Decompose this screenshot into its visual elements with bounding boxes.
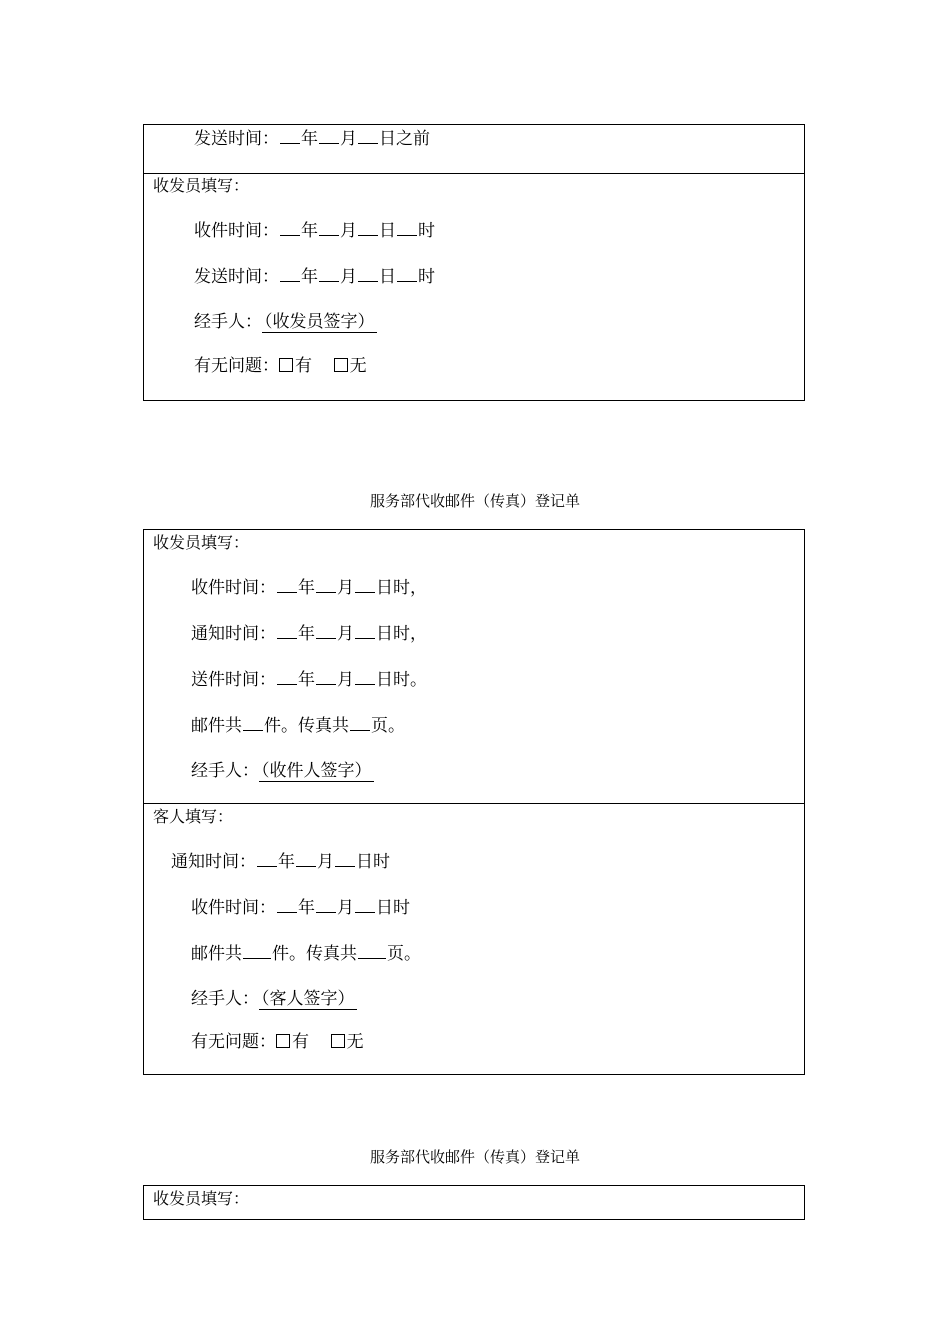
form3-title: 服务部代收邮件（传真）登记单 [369, 1148, 580, 1166]
day-blank[interactable] [355, 896, 375, 913]
guest-section [144, 803, 804, 1075]
send-time-before-line: 发送时间： 年 月 日之前 [194, 129, 430, 149]
hour-blank[interactable] [397, 219, 417, 236]
clerk-header: 收发员填写： [153, 176, 250, 195]
clerk-header: 收发员填写： [153, 533, 250, 552]
receive-time-line: 收件时间： 年 月 日 时 [194, 221, 435, 241]
month-blank[interactable] [319, 219, 339, 236]
mail-count-blank[interactable] [243, 714, 263, 731]
handler-line: 经手人： （收发员签字） [194, 312, 375, 332]
handler-line: 经手人： （收件人签字） [191, 761, 372, 781]
problem-line: 有无问题： 有 无 [191, 1032, 364, 1052]
send-time-line: 发送时间： 年 月 日 时 [194, 267, 435, 287]
year-blank[interactable] [277, 668, 297, 685]
day-blank[interactable] [355, 622, 375, 639]
deliver-time-line: 送件时间： 年 月 日时。 [191, 670, 427, 690]
problem-line: 有无问题： 有 无 [194, 356, 367, 376]
clerk-section [144, 173, 804, 401]
notify-time-line: 通知时间： 年 月 日时， [191, 624, 427, 644]
no-checkbox[interactable] [334, 358, 348, 372]
day-blank[interactable] [335, 850, 355, 867]
guest-notify-time-line: 通知时间： 年 月 日时 [171, 852, 390, 872]
guest-header: 客人填写： [153, 807, 234, 826]
fax-page-blank[interactable] [358, 942, 386, 959]
clerk-section [144, 530, 804, 803]
guest-handler-line: 经手人： （客人签字） [191, 989, 355, 1009]
mail-count-blank[interactable] [243, 942, 271, 959]
receive-time-line: 收件时间： 年 月 日时， [191, 578, 427, 598]
day-blank[interactable] [355, 576, 375, 593]
send-deadline-section [144, 125, 804, 173]
mail-count-line: 邮件共 件。传真共 页。 [191, 716, 405, 736]
yes-checkbox[interactable] [276, 1034, 290, 1048]
month-blank[interactable] [319, 127, 339, 144]
guest-receive-time-line: 收件时间： 年 月 日时 [191, 898, 410, 918]
receiver-signature-field[interactable]: （收件人签字） [261, 761, 372, 781]
month-blank[interactable] [296, 850, 316, 867]
clerk-header: 收发员填写： [153, 1189, 250, 1208]
year-blank[interactable] [277, 622, 297, 639]
day-blank[interactable] [355, 668, 375, 685]
hour-blank[interactable] [397, 265, 417, 282]
form3 [143, 1185, 805, 1220]
fax-page-blank[interactable] [350, 714, 370, 731]
year-blank[interactable] [277, 896, 297, 913]
form2-title: 服务部代收邮件（传真）登记单 [369, 492, 580, 510]
form2 [143, 529, 805, 1075]
year-blank[interactable] [280, 219, 300, 236]
year-blank[interactable] [277, 576, 297, 593]
form-part1 [143, 124, 805, 401]
month-blank[interactable] [316, 668, 336, 685]
guest-signature-field[interactable]: （客人签字） [261, 989, 355, 1009]
day-blank[interactable] [358, 219, 378, 236]
clerk-signature-field[interactable]: （收发员签字） [264, 312, 375, 332]
day-blank[interactable] [358, 127, 378, 144]
month-blank[interactable] [316, 622, 336, 639]
guest-mail-count-line: 邮件共 件。传真共 页。 [191, 944, 421, 964]
no-checkbox[interactable] [331, 1034, 345, 1048]
year-blank[interactable] [280, 265, 300, 282]
day-blank[interactable] [358, 265, 378, 282]
month-blank[interactable] [316, 576, 336, 593]
month-blank[interactable] [316, 896, 336, 913]
year-blank[interactable] [257, 850, 277, 867]
year-blank[interactable] [280, 127, 300, 144]
clerk-section [144, 1186, 804, 1219]
yes-checkbox[interactable] [279, 358, 293, 372]
month-blank[interactable] [319, 265, 339, 282]
